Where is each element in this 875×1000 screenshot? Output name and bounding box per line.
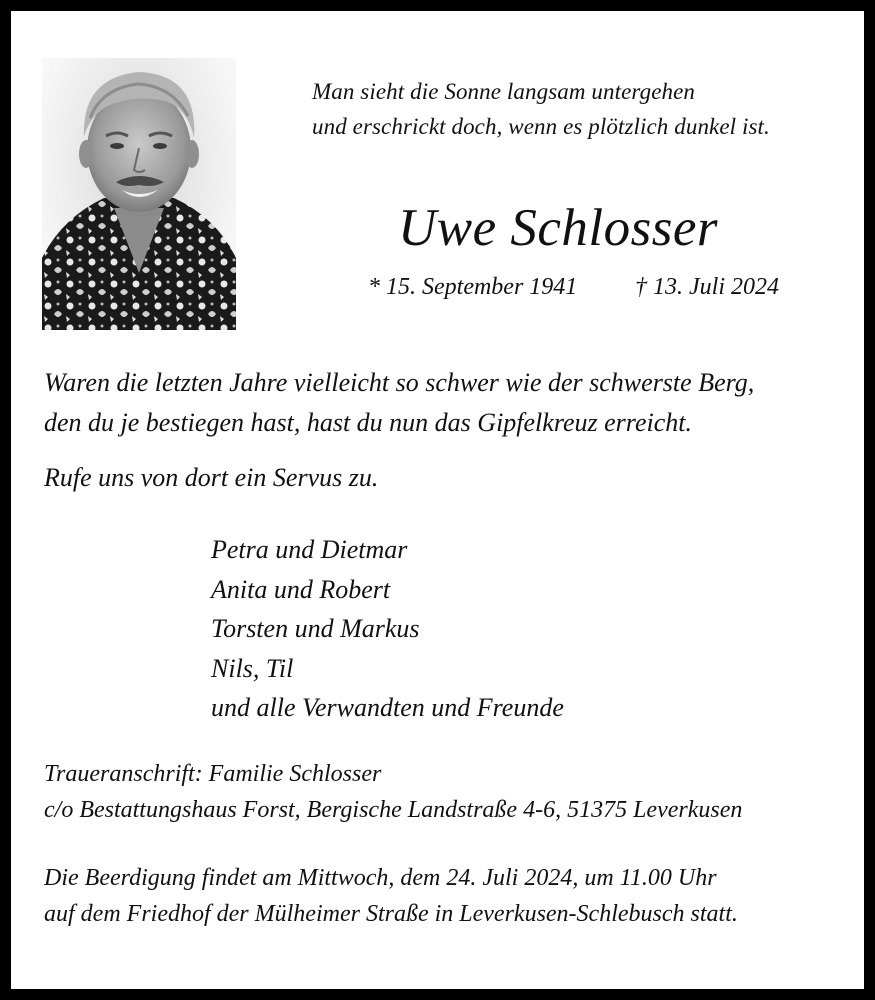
mourner-entry: Anita und Robert [211, 574, 391, 604]
address-line: Traueranschrift: Familie Schlosser [44, 761, 382, 787]
portrait-photo [42, 58, 236, 330]
farewell-closing [44, 458, 378, 498]
address-line: c/o Bestattungshaus Forst, Bergische Landstraße 4-6, 51375 Leverkusen [44, 797, 743, 823]
funeral-line: Die Beerdigung findet am Mittwoch, dem 24. Juli 2024, um 11.00 Uhr [44, 865, 717, 891]
message-line: Waren die letzten Jahre vielleicht so schwer wie der schwerste Berg, [44, 368, 755, 397]
mourner-entry: Petra und Dietmar [211, 535, 408, 564]
death-date: † 13. Juli 2024 [635, 274, 779, 300]
farewell-message [44, 363, 754, 443]
deceased-name: Uwe Schlosser [398, 199, 719, 257]
birth-date: * 15. September 1941 [368, 274, 578, 300]
quote-line: und erschrickt doch, wenn es plötzlich dunkel ist. [312, 114, 770, 139]
mourner-entry: und alle Verwandten und Freunde [211, 693, 564, 722]
opening-quote [312, 74, 770, 144]
funeral-line: auf dem Friedhof der Mülheimer Straße in Leverkusen-Schlebusch statt. [44, 901, 738, 927]
funeral-notice [44, 860, 738, 932]
quote-line: Man sieht die Sonne langsam untergehen [312, 79, 696, 104]
message-line: Rufe uns von dort ein Servus zu. [44, 463, 379, 492]
message-line: den du je bestiegen hast, hast du nun das Gipfelkreuz erreicht. [44, 408, 692, 437]
mourner-entry: Torsten und Markus [211, 614, 420, 643]
mourning-address [44, 756, 742, 828]
mourner-entry: Nils, Til [211, 653, 294, 683]
mourners-list [211, 530, 564, 728]
